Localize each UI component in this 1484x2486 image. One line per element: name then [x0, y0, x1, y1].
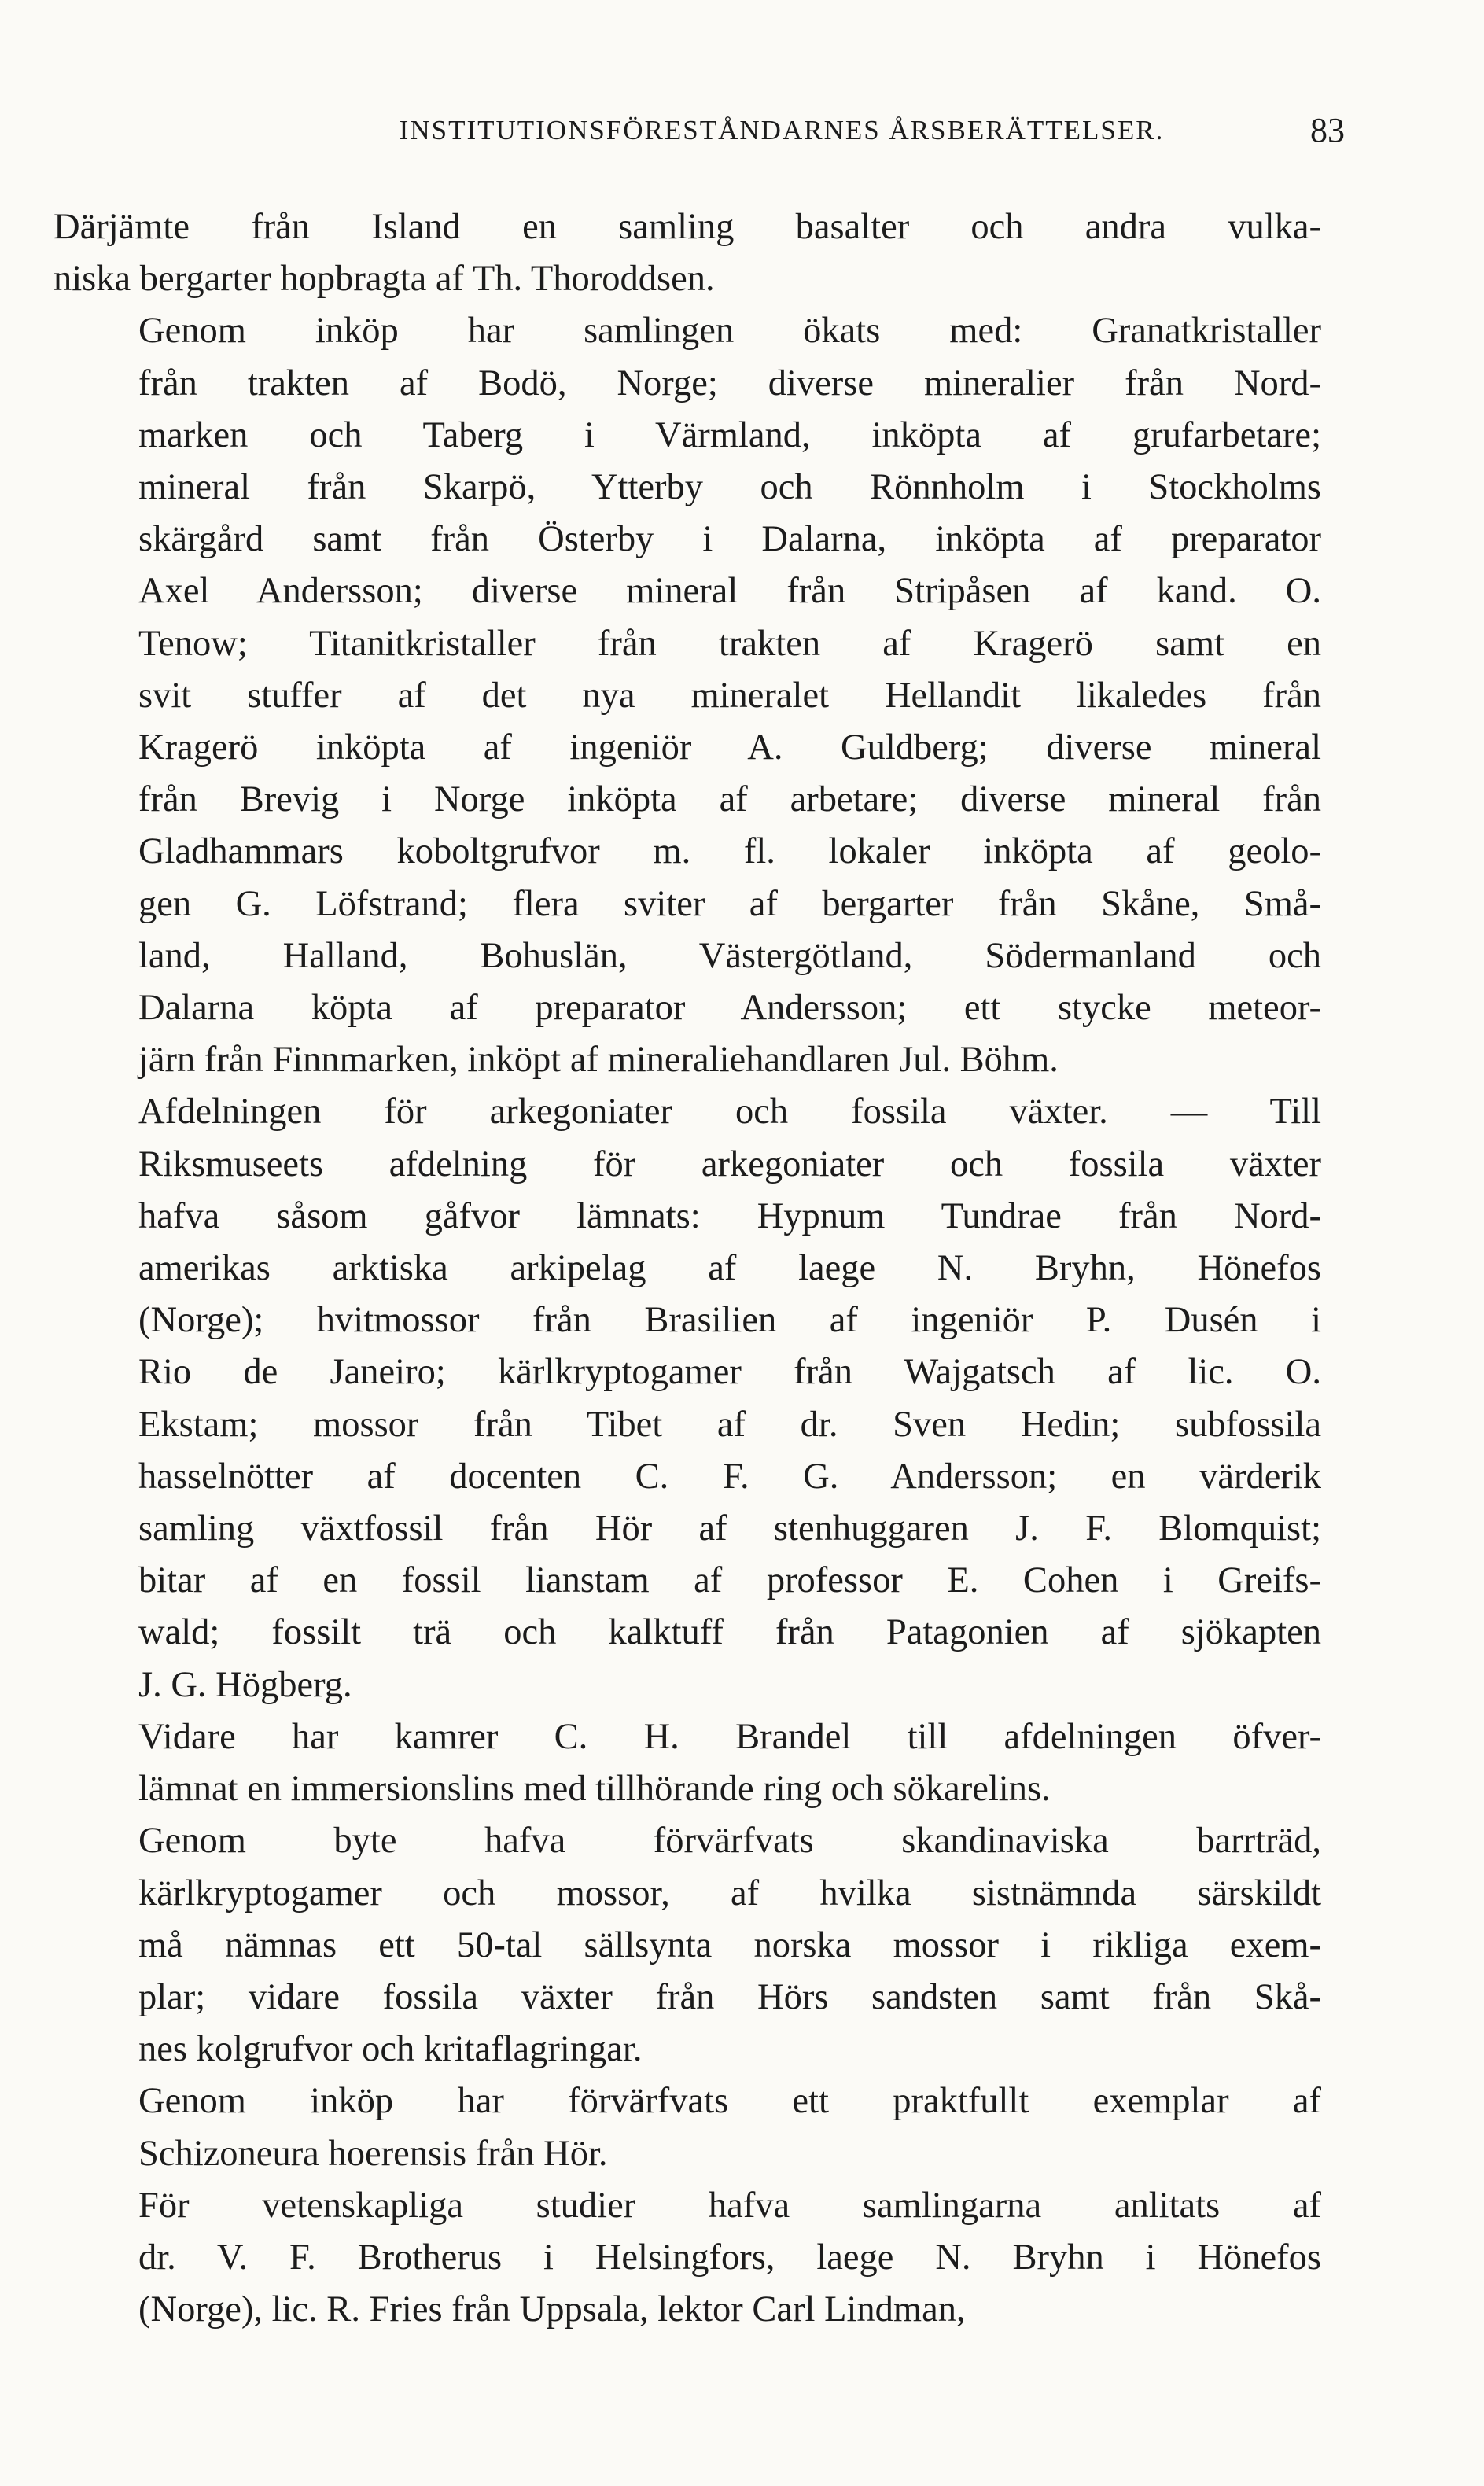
text-line: hasselnötter af docenten C. F. G. Andersson; en värderik [138, 1456, 1321, 1497]
text-line: gen G. Löfstrand; flera sviter af bergarter från Skåne, Små- [138, 883, 1321, 924]
text-line: från Brevig i Norge inköpta af arbetare; diverse mineral från [138, 779, 1321, 820]
text-line: mineral från Skarpö, Ytterby och Rönnholm i Stockholms [138, 467, 1321, 508]
text-line: niska bergarter hopbragta af Th. Thoroddsen. [53, 259, 715, 300]
paragraph [53, 1815, 1321, 2075]
text-line: wald; fossilt trä och kalktuff från Patagonien af sjökapten [138, 1612, 1321, 1653]
text-line: bitar af en fossil lianstam af professor E. Cohen i Greifs- [138, 1560, 1321, 1601]
text-line: svit stuffer af det nya mineralet Hellandit likaledes från [138, 675, 1321, 716]
text-line: Tenow; Titanitkristaller från trakten af Kragerö samt en [138, 623, 1321, 664]
paragraph [53, 305, 1321, 1086]
text-line: (Norge), lic. R. Fries från Uppsala, lektor Carl Lindman, [138, 2289, 966, 2330]
text-line: Genom inköp har förvärfvats ett praktfullt exemplar af [138, 2081, 1321, 2122]
text-line: (Norge); hvitmossor från Brasilien af ingeniör P. Dusén i [138, 1300, 1321, 1341]
text-line: skärgård samt från Österby i Dalarna, inköpta af preparator [138, 519, 1321, 560]
text-line: kärlkryptogamer och mossor, af hvilka sistnämnda särskildt [138, 1873, 1321, 1913]
body-text [53, 201, 1321, 2336]
paragraph [53, 2180, 1321, 2337]
text-line: Dalarna köpta af preparator Andersson; ett stycke meteor- [138, 988, 1321, 1029]
text-line: Afdelningen för arkegoniater och fossila växter. — Till [138, 1092, 1321, 1133]
text-line: Gladhammars koboltgrufvor m. fl. lokaler inköpta af geolo- [138, 831, 1321, 872]
text-line: från trakten af Bodö, Norge; diverse mineralier från Nord- [138, 363, 1321, 403]
text-line: hafva såsom gåfvor lämnats: Hypnum Tundrae från Nord- [138, 1195, 1321, 1236]
text-line: Genom inköp har samlingen ökats med: Granatkristaller [138, 311, 1321, 352]
text-line: samling växtfossil från Hör af stenhuggaren J. F. Blomquist; [138, 1508, 1321, 1549]
paragraph [53, 1711, 1321, 1815]
running-header: INSTITUTIONSFÖRESTÅNDARNES ÅRSBERÄTTELSER. [399, 115, 1165, 145]
text-line: Ekstam; mossor från Tibet af dr. Sven Hedin; subfossila [138, 1404, 1321, 1445]
text-line: må nämnas ett 50-tal sällsynta norska mossor i rikliga exem- [138, 1924, 1321, 1965]
text-line: Genom byte hafva förvärfvats skandinaviska barrträd, [138, 1821, 1321, 1862]
paragraph [53, 2075, 1321, 2179]
text-line: J. G. Högberg. [138, 1664, 352, 1705]
text-line: Axel Andersson; diverse mineral från Stripåsen af kand. O. [138, 571, 1321, 612]
text-line: nes kolgrufvor och kritaflagringar. [138, 2029, 643, 2070]
text-line: Vidare har kamrer C. H. Brandel till afdelningen öfver- [138, 1716, 1321, 1757]
paragraph [53, 201, 1321, 305]
text-line: Rio de Janeiro; kärlkryptogamer från Wajgatsch af lic. O. [138, 1352, 1321, 1393]
text-line: För vetenskapliga studier hafva samlingarna anlitats af [138, 2185, 1321, 2226]
page-number: 83 [1310, 111, 1345, 149]
text-line: amerikas arktiska arkipelag af laege N. Bryhn, Hönefos [138, 1248, 1321, 1289]
text-line: Därjämte från Island en samling basalter och andra vulka- [53, 207, 1321, 247]
text-line: dr. V. F. Brotherus i Helsingfors, laege N. Bryhn i Hönefos [138, 2237, 1321, 2278]
text-line: plar; vidare fossila växter från Hörs sandsten samt från Skå- [138, 1976, 1321, 2017]
paragraph [53, 1086, 1321, 1711]
text-line: järn från Finnmarken, inköpt af mineraliehandlaren Jul. Böhm. [138, 1040, 1059, 1081]
text-line: land, Halland, Bohuslän, Västergötland, Södermanland och [138, 935, 1321, 976]
text-line: Schizoneura hoerensis från Hör. [138, 2133, 608, 2174]
text-line: Kragerö inköpta af ingeniör A. Guldberg; diverse mineral [138, 727, 1321, 768]
text-line: marken och Taberg i Värmland, inköpta af grufarbetare; [138, 414, 1321, 455]
text-line: lämnat en immersionslins med tillhörande ring och sökarelins. [138, 1769, 1051, 1810]
text-line: Riksmuseets afdelning för arkegoniater och fossila växter [138, 1144, 1321, 1184]
